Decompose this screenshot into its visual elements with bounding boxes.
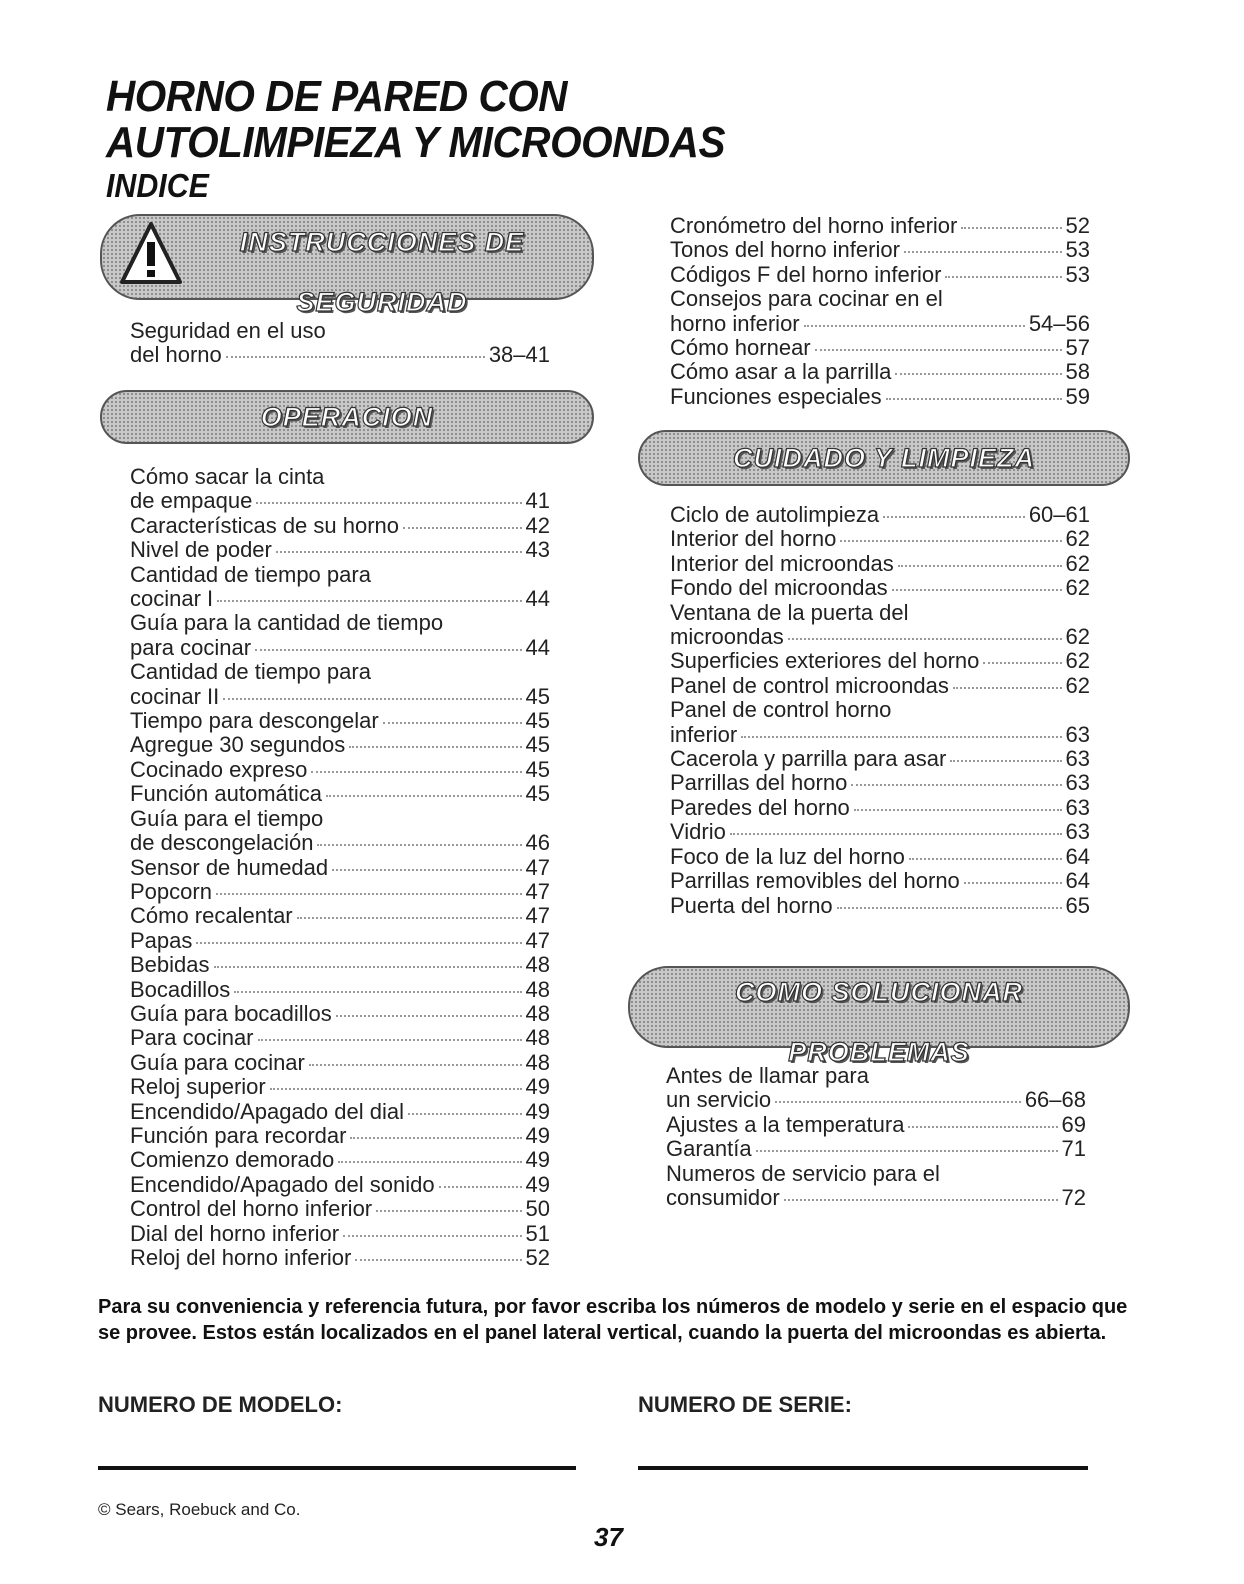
dot-leader xyxy=(840,540,1061,542)
toc-entry-page: 48 xyxy=(525,1000,550,1026)
toc-entry-page: 53 xyxy=(1065,237,1090,263)
dot-leader xyxy=(741,736,1061,738)
toc-entry-page: 49 xyxy=(525,1147,550,1173)
toc-entry xyxy=(130,953,550,977)
toc-entry xyxy=(670,796,1090,820)
toc-entry xyxy=(130,1100,550,1124)
toc-entry-page: 52 xyxy=(1065,213,1090,238)
toc-entry-label: inferior xyxy=(670,721,738,747)
toc-entry-page: 63 xyxy=(1065,721,1090,747)
toc-entry-label: Cómo asar a la parrilla xyxy=(670,359,892,385)
toc-entry-page: 47 xyxy=(525,878,550,904)
toc-entry-label: Reloj superior xyxy=(130,1074,266,1100)
dot-leader xyxy=(297,917,522,919)
dot-leader xyxy=(883,516,1025,518)
toc-entry xyxy=(670,869,1090,893)
toc-entry-page: 62 xyxy=(1065,672,1090,698)
toc-entry-label-line1: Panel de control horno xyxy=(670,697,892,723)
toc-entry-label-line1: Cantidad de tiempo para xyxy=(130,659,371,685)
toc-entry xyxy=(130,1051,550,1075)
toc-entry-label: Función automática xyxy=(130,781,322,807)
toc-entry-label: Nivel de poder xyxy=(130,537,272,563)
toc-entry xyxy=(670,601,1090,650)
toc-entry xyxy=(670,360,1090,384)
toc-entry-page: 48 xyxy=(525,952,550,978)
toc-entry-page: 47 xyxy=(525,903,550,929)
toc-entry xyxy=(666,1064,1086,1113)
toc-entry xyxy=(130,929,550,953)
dot-leader xyxy=(950,760,1061,762)
toc-entry xyxy=(670,385,1090,409)
section-title-care: CUIDADO Y LIMPIEZA xyxy=(732,443,1036,473)
toc-entry xyxy=(130,1246,550,1270)
document-title xyxy=(106,74,725,166)
toc-entry-page: 60–61 xyxy=(1028,502,1090,527)
dot-leader xyxy=(355,1259,521,1261)
dot-leader xyxy=(338,1161,521,1163)
toc-entry xyxy=(130,538,550,562)
toc-entry xyxy=(670,503,1090,527)
toc-entry-page: 44 xyxy=(525,586,550,612)
toc-entry-page: 62 xyxy=(1065,575,1090,601)
dot-leader xyxy=(311,771,521,773)
toc-entry-page: 45 xyxy=(525,756,550,782)
toc-entry xyxy=(666,1137,1086,1161)
toc-entry-label: Interior del microondas xyxy=(670,550,894,576)
toc-entry xyxy=(130,758,550,782)
dot-leader xyxy=(775,1101,1021,1103)
dot-leader xyxy=(350,1137,521,1139)
dot-leader xyxy=(343,1235,521,1237)
toc-entry-label: Encendido/Apagado del sonido xyxy=(130,1171,435,1197)
toc-entry xyxy=(130,1075,550,1099)
toc-entry-label-line1: Cómo sacar la cinta xyxy=(130,464,325,489)
toc-entry-page: 62 xyxy=(1065,624,1090,650)
toc-entry-label: Panel de control microondas xyxy=(670,672,949,698)
toc-entry xyxy=(670,771,1090,795)
toc-entry xyxy=(130,611,550,660)
dot-leader xyxy=(255,649,521,651)
toc-entry xyxy=(670,747,1090,771)
toc-entry-label: Superficies exteriores del horno xyxy=(670,648,980,674)
toc-entry xyxy=(130,807,550,856)
serial-number-label: NUMERO DE SERIE: xyxy=(638,1392,852,1417)
dot-leader xyxy=(439,1186,522,1188)
section-banner-care xyxy=(638,430,1130,486)
toc-entry-label: Control del horno inferior xyxy=(130,1196,373,1222)
dot-leader xyxy=(908,1126,1057,1128)
dot-leader xyxy=(854,809,1062,811)
toc-entry-label: Cronómetro del horno inferior xyxy=(670,213,958,238)
dot-leader xyxy=(892,589,1062,591)
section-banner-safety xyxy=(100,214,594,317)
toc-entry-label: un servicio xyxy=(666,1087,772,1113)
toc-entry xyxy=(670,336,1090,360)
model-number-line[interactable] xyxy=(98,1466,576,1470)
toc-entry-page: 59 xyxy=(1065,383,1090,409)
section-banner-troubleshooting xyxy=(628,966,1130,1067)
toc-entry-label: de empaque xyxy=(130,488,253,514)
title-line-1: HORNO DE PARED CON xyxy=(106,72,568,121)
toc-entry-page: 54–56 xyxy=(1028,310,1090,336)
serial-number-line[interactable] xyxy=(638,1466,1088,1470)
toc-entry-label: Función para recordar xyxy=(130,1122,347,1148)
dot-leader xyxy=(403,527,521,529)
toc-entry xyxy=(670,576,1090,600)
toc-entry-label: Cacerola y parrilla para asar xyxy=(670,746,947,772)
toc-entry xyxy=(670,820,1090,844)
toc-entry-label: Vidrio xyxy=(670,819,726,845)
toc-entry-label: Parrillas removibles del horno xyxy=(670,868,960,894)
toc-entry xyxy=(130,1124,550,1148)
toc-entry-label: Cocinado expreso xyxy=(130,756,308,782)
toc-entry xyxy=(670,214,1090,238)
section-title-operation: OPERACION xyxy=(260,402,434,432)
toc-entry-page: 71 xyxy=(1061,1136,1086,1162)
toc-entry-label-line1: Consejos para cocinar en el xyxy=(670,286,943,312)
toc-entry-page: 43 xyxy=(525,537,550,563)
dot-leader xyxy=(784,1199,1058,1201)
toc-entry-label: Tiempo para descongelar xyxy=(130,708,379,734)
dot-leader xyxy=(349,746,521,748)
toc-entry-label: Características de su horno xyxy=(130,512,400,538)
toc-entry-label: Dial del horno inferior xyxy=(130,1220,340,1246)
toc-entry-page: 46 xyxy=(525,830,550,856)
toc-entry xyxy=(670,894,1090,918)
toc-entry-label: Funciones especiales xyxy=(670,383,882,409)
toc-entry-page: 49 xyxy=(525,1171,550,1197)
toc-entry-label: Garantía xyxy=(666,1136,752,1162)
toc-entry-page: 48 xyxy=(525,1025,550,1051)
dot-leader xyxy=(756,1150,1058,1152)
dot-leader xyxy=(383,722,522,724)
toc-entry xyxy=(670,527,1090,551)
toc-entry-page: 64 xyxy=(1065,868,1090,894)
toc-safety-list xyxy=(130,319,550,368)
model-serial-note: Para su conveniencia y referencia futura, por favor escriba los números de modelo y serie en el espacio que se provee. Estos están localizados en el panel lateral vertical, cuando la puerta del microondas es abierta. xyxy=(98,1296,1128,1344)
toc-entry-page: 63 xyxy=(1065,770,1090,796)
dot-leader xyxy=(953,687,1062,689)
toc-entry-page: 63 xyxy=(1065,746,1090,772)
toc-entry-label-line1: Cantidad de tiempo para xyxy=(130,561,371,587)
toc-entry-page: 62 xyxy=(1065,526,1090,552)
toc-entry-label: Tonos del horno inferior xyxy=(670,237,900,263)
toc-entry-page: 48 xyxy=(525,976,550,1002)
toc-entry-page: 49 xyxy=(525,1098,550,1124)
toc-entry-label: horno inferior xyxy=(670,310,800,336)
toc-entry xyxy=(130,1148,550,1172)
dot-leader xyxy=(961,227,1061,229)
toc-entry-page: 63 xyxy=(1065,794,1090,820)
toc-entry xyxy=(130,782,550,806)
toc-entry-page: 65 xyxy=(1065,892,1090,918)
title-line-2: AUTOLIMPIEZA Y MICROONDAS xyxy=(106,118,725,167)
toc-entry xyxy=(130,319,550,368)
toc-entry xyxy=(670,649,1090,673)
toc-entry xyxy=(130,514,550,538)
toc-entry-page: 58 xyxy=(1065,359,1090,385)
toc-entry-label: Papas xyxy=(130,927,193,953)
dot-leader xyxy=(815,349,1062,351)
toc-operation-continued-list xyxy=(670,214,1090,409)
toc-entry-label: Comienzo demorado xyxy=(130,1147,335,1173)
toc-entry-label-line1: Seguridad en el uso xyxy=(130,318,326,343)
index-heading: INDICE xyxy=(106,167,209,204)
toc-entry-label-line1: Guía para la cantidad de tiempo xyxy=(130,610,444,636)
dot-leader xyxy=(317,844,521,846)
toc-entry xyxy=(130,1173,550,1197)
toc-entry xyxy=(130,1002,550,1026)
dot-leader xyxy=(258,1039,522,1041)
toc-entry-label: Para cocinar xyxy=(130,1025,254,1051)
toc-entry xyxy=(670,287,1090,336)
section-title-troubleshooting: COMO SOLUCIONAR PROBLEMAS xyxy=(735,977,1023,1067)
toc-entry-page: 62 xyxy=(1065,550,1090,576)
toc-entry-page: 50 xyxy=(525,1196,550,1222)
toc-entry-page: 49 xyxy=(525,1122,550,1148)
toc-entry xyxy=(130,1222,550,1246)
model-number-label: NUMERO DE MODELO: xyxy=(98,1392,343,1417)
dot-leader xyxy=(326,795,522,797)
dot-leader xyxy=(196,942,521,944)
toc-entry-page: 66–68 xyxy=(1024,1087,1086,1113)
toc-entry-page: 72 xyxy=(1061,1185,1086,1211)
toc-entry-label: Guía para cocinar xyxy=(130,1049,305,1075)
toc-entry-label: Encendido/Apagado del dial xyxy=(130,1098,405,1124)
toc-entry xyxy=(670,845,1090,869)
toc-entry xyxy=(130,904,550,928)
toc-entry-page: 45 xyxy=(525,708,550,734)
dot-leader xyxy=(886,398,1062,400)
toc-entry-label: microondas xyxy=(670,624,784,650)
dot-leader xyxy=(898,565,1062,567)
dot-leader xyxy=(408,1113,522,1115)
toc-entry-page: 62 xyxy=(1065,648,1090,674)
toc-entry-label: Ciclo de autolimpieza xyxy=(670,502,880,527)
toc-entry-label: Interior del horno xyxy=(670,526,837,552)
dot-leader xyxy=(276,551,522,553)
toc-entry-page: 48 xyxy=(525,1049,550,1075)
toc-entry-label-line1: Antes de llamar para xyxy=(666,1063,869,1088)
toc-entry xyxy=(130,1197,550,1221)
toc-entry xyxy=(130,660,550,709)
toc-entry-label: Ajustes a la temperatura xyxy=(666,1111,905,1137)
toc-entry-label: Fondo del microondas xyxy=(670,575,888,601)
toc-entry-page: 45 xyxy=(525,732,550,758)
toc-entry-label: Cómo recalentar xyxy=(130,903,293,929)
toc-entry-label: Códigos F del horno inferior xyxy=(670,261,942,287)
dot-leader xyxy=(895,373,1061,375)
toc-entry xyxy=(670,674,1090,698)
toc-entry-page: 64 xyxy=(1065,843,1090,869)
dot-leader xyxy=(256,502,521,504)
toc-entry-label: Bocadillos xyxy=(130,976,231,1002)
toc-entry xyxy=(670,263,1090,287)
dot-leader xyxy=(226,356,485,358)
toc-entry xyxy=(130,978,550,1002)
toc-entry xyxy=(130,709,550,733)
dot-leader xyxy=(234,991,521,993)
dot-leader xyxy=(904,251,1062,253)
dot-leader xyxy=(309,1064,522,1066)
dot-leader xyxy=(223,698,521,700)
dot-leader xyxy=(376,1210,521,1212)
dot-leader xyxy=(964,882,1062,884)
section-banner-operation xyxy=(100,390,594,444)
toc-entry xyxy=(130,880,550,904)
toc-entry-page: 41 xyxy=(525,488,550,514)
toc-entry-label-line1: Ventana de la puerta del xyxy=(670,599,909,625)
toc-entry-label: cocinar I xyxy=(130,586,214,612)
dot-leader xyxy=(217,600,521,602)
toc-entry-page: 63 xyxy=(1065,819,1090,845)
toc-entry-page: 53 xyxy=(1065,261,1090,287)
toc-troubleshooting-list xyxy=(666,1064,1086,1210)
toc-entry-page: 47 xyxy=(525,927,550,953)
toc-entry-label: Paredes del horno xyxy=(670,794,850,820)
dot-leader xyxy=(804,325,1025,327)
toc-entry-page: 42 xyxy=(525,512,550,538)
toc-entry xyxy=(666,1162,1086,1211)
dot-leader xyxy=(837,907,1062,909)
dot-leader xyxy=(216,893,522,895)
toc-entry-label: Parrillas del horno xyxy=(670,770,848,796)
toc-entry xyxy=(130,563,550,612)
dot-leader xyxy=(214,966,522,968)
toc-entry-page: 52 xyxy=(525,1245,550,1270)
section-title-safety: INSTRUCCIONES DE SEGURIDAD xyxy=(239,227,525,317)
toc-entry-page: 69 xyxy=(1061,1111,1086,1137)
toc-entry-label: de descongelación xyxy=(130,830,314,856)
dot-leader xyxy=(336,1015,522,1017)
toc-entry-label: para cocinar xyxy=(130,634,252,660)
toc-entry xyxy=(666,1113,1086,1137)
dot-leader xyxy=(909,858,1062,860)
dot-leader xyxy=(332,869,521,871)
toc-entry-label: Reloj del horno inferior xyxy=(130,1245,352,1270)
toc-entry-page: 47 xyxy=(525,854,550,880)
dot-leader xyxy=(730,833,1062,835)
toc-entry-label: Popcorn xyxy=(130,878,212,904)
toc-entry xyxy=(130,465,550,514)
dot-leader xyxy=(945,276,1061,278)
toc-entry-label: Sensor de humedad xyxy=(130,854,329,880)
toc-entry xyxy=(670,698,1090,747)
copyright-text: © Sears, Roebuck and Co. xyxy=(98,1500,301,1519)
toc-entry xyxy=(130,733,550,757)
toc-entry xyxy=(670,552,1090,576)
toc-entry-label-line1: Guía para el tiempo xyxy=(130,805,324,831)
toc-entry-label: Agregue 30 segundos xyxy=(130,732,346,758)
toc-entry-page: 44 xyxy=(525,634,550,660)
toc-entry xyxy=(670,238,1090,262)
toc-entry xyxy=(130,856,550,880)
dot-leader xyxy=(788,638,1062,640)
dot-leader xyxy=(851,784,1061,786)
toc-entry-label: cocinar II xyxy=(130,683,220,709)
toc-entry-page: 51 xyxy=(525,1220,550,1246)
toc-entry xyxy=(130,1026,550,1050)
toc-entry-page: 57 xyxy=(1065,335,1090,361)
toc-entry-label: Guía para bocadillos xyxy=(130,1000,332,1026)
page-number: 37 xyxy=(594,1522,623,1552)
toc-care-list xyxy=(670,503,1090,918)
toc-entry-label: del horno xyxy=(130,342,222,368)
toc-operation-list xyxy=(130,465,550,1270)
warning-triangle-icon xyxy=(120,222,182,286)
toc-entry-page: 49 xyxy=(525,1074,550,1100)
toc-entry-page: 45 xyxy=(525,683,550,709)
toc-entry-label-line1: Numeros de servicio para el xyxy=(666,1160,940,1186)
toc-entry-label: consumidor xyxy=(666,1185,780,1211)
toc-entry-page: 38–41 xyxy=(488,342,550,368)
dot-leader xyxy=(983,662,1061,664)
toc-entry-label: Cómo hornear xyxy=(670,335,811,361)
toc-entry-label: Bebidas xyxy=(130,952,210,978)
toc-entry-page: 45 xyxy=(525,781,550,807)
dot-leader xyxy=(270,1088,522,1090)
toc-entry-label: Foco de la luz del horno xyxy=(670,843,905,869)
toc-entry-label: Puerta del horno xyxy=(670,892,833,918)
